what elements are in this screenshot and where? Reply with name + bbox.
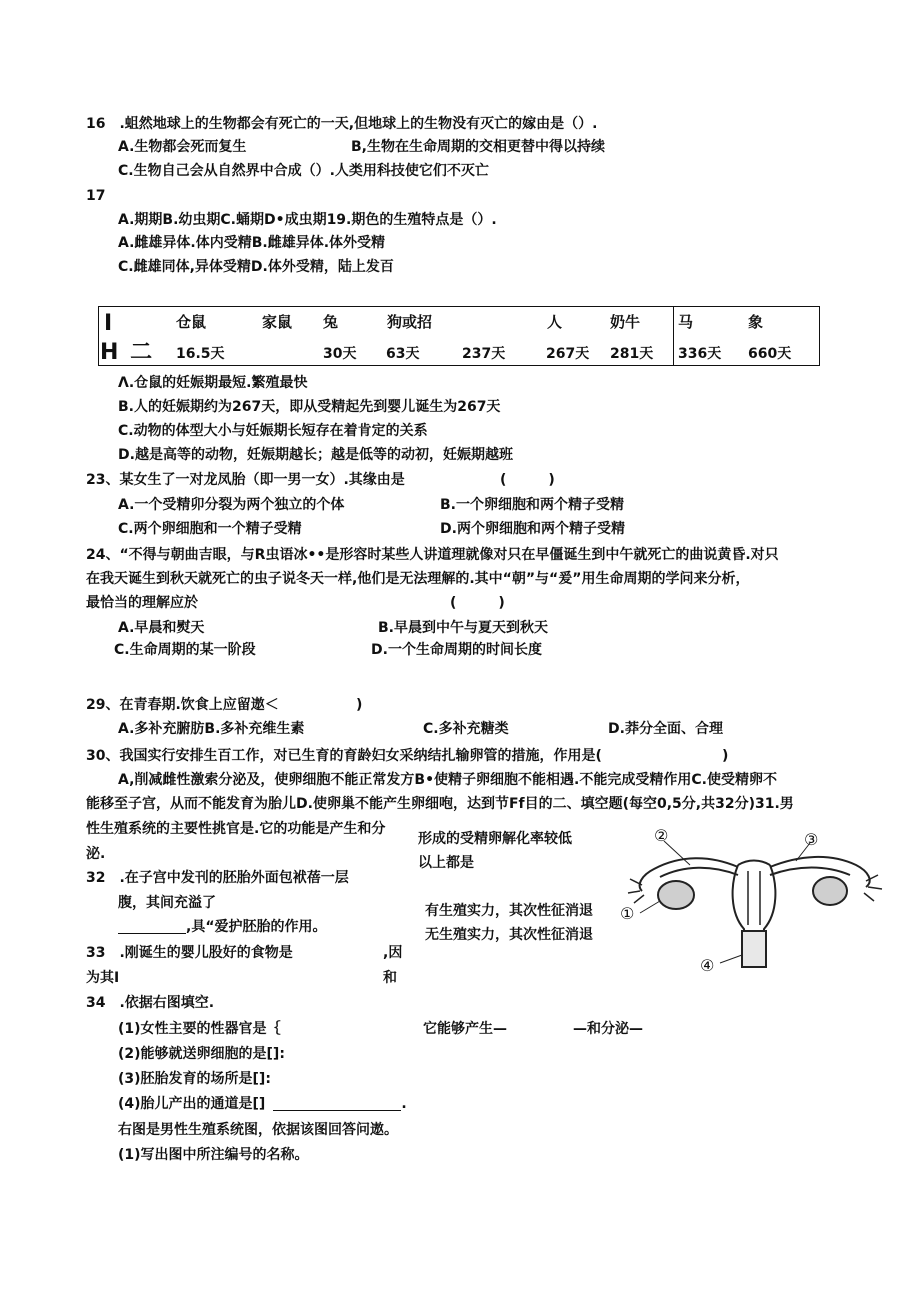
animal-name: 家鼠 [262, 313, 293, 331]
q22-option-b: B.人的妊娠期约为267天，即从受精起先到婴儿诞生为267天 [118, 399, 501, 415]
gestation-days: 267天 [546, 346, 590, 362]
q22-option-c: C.动物的体型大小与妊娠期长短存在着肯定的关系 [118, 423, 428, 439]
q34-sub-4-text: (4)胎儿产出的通道是[] [118, 1096, 266, 1112]
q34-sub-4-blank[interactable] [273, 1097, 401, 1111]
q17-line-1: A.期期B.幼虫期C.蛹期D•成虫期19.期色的生殖特点是（）. [118, 212, 497, 228]
q33-line-1: 33 .刚诞生的婴儿股好的食物是 [86, 945, 293, 961]
q34-sub-3: (3)胚胎发育的场所是[]: [118, 1071, 271, 1087]
q34-sub-2: (2)能够就送卵细胞的是[]: [118, 1046, 285, 1062]
q34-sub-4 [118, 1097, 407, 1111]
q35-note: 右图是男性生殖系统图，依据该图回答问遨。 [118, 1122, 398, 1138]
q16-stem: 16 .蛆然地球上的生物都会有死亡的一天,但地球上的生物没有灭亡的嫁由是（）. [86, 116, 598, 132]
gestation-days: 63天 [386, 346, 420, 362]
q30-line-3: 能移至子宫，从而不能发育为胎儿D.使卵巢不能产生卵细咆，达到节Ff目的二、填空题(每空0,5分,共32分)31.男 [86, 796, 794, 812]
q22-option-d: D.越是高等的动物，妊娠期越长；越是低等的动初，妊娠期越班 [118, 447, 513, 463]
q24-line-3: 最恰当的理解应於 [86, 595, 198, 611]
right-fragment-3: 有生殖实力，其次性征消退 [425, 903, 593, 919]
q29-option-c: C.多补充糖类 [423, 721, 509, 737]
q22-option-a: Λ.仓鼠的妊娠期最短.繁殖最快 [118, 375, 308, 391]
q32-line-2: 腹，其间充溢了 [118, 895, 216, 911]
q24-answer-paren: ( ) [450, 595, 505, 611]
q16-option-a: A.生物都会死而复生 [118, 139, 247, 155]
table-divider [673, 306, 674, 366]
q34-sub-4-end: . [401, 1096, 407, 1112]
q23-option-d: D.两个卵细胞和两个精子受精 [440, 521, 625, 537]
animal-name: 马 [678, 313, 694, 331]
q29-options-ab: A.多补充腑肪B.多补充维生素 [118, 721, 305, 737]
figure-label: ④ [700, 956, 715, 975]
q17-line-2: A.雌雄异体.体内受精B.雌雄异体.体外受精 [118, 235, 386, 251]
q24-option-a: A.早晨和熨天 [118, 620, 205, 636]
q35-sub-1: (1)写出图中所注编号的名称。 [118, 1147, 309, 1163]
table-row-label-bottom: H 二 [100, 340, 155, 365]
q29-answer-paren: ) [356, 697, 363, 713]
q24-line-2: 在我天诞生到秋天就死亡的虫子说冬天一样,他们是无法理解的.其中“朝”与“爰”用生命周期的学问来分析， [86, 571, 750, 587]
q30-answer-paren: ) [722, 748, 729, 764]
q16-option-cd: C.生物自己会从自然界中合成（）.人类用科技使它们不灭亡 [118, 163, 489, 179]
q31-line: 性生殖系统的主要性挑官是.它的功能是产生和分 [86, 821, 386, 837]
q34-sub-1-secrete: —和分泌— [573, 1021, 643, 1037]
q33-line-2: 为其I [86, 970, 120, 986]
q17-number: 17 [86, 188, 106, 204]
q33-and: 和 [383, 970, 397, 986]
animal-name: 人 [547, 313, 563, 331]
q24-line-1: 24、“不得与朝曲吉眼，与R虫语冰••是形容时某些人讲道理就像对只在早僵诞生到中午就死亡的曲说黄昏.对只 [86, 547, 779, 563]
q23-answer-paren: ( ) [500, 472, 555, 488]
animal-name: 仓鼠 [176, 313, 207, 331]
animal-name: 狗或招 [387, 313, 433, 331]
right-fragment-2: 以上都是 [418, 855, 474, 871]
figure-label: ③ [804, 830, 819, 849]
q16-option-b: B,生物在生命周期的交相更替中得以持续 [351, 139, 605, 155]
gestation-days: 336天 [678, 346, 722, 362]
gestation-days: 237天 [462, 346, 506, 362]
q24-option-c: C.生命周期的某一阶段 [114, 642, 256, 658]
q34-stem: 34 .依据右图填空. [86, 995, 215, 1011]
gestation-days: 660天 [748, 346, 792, 362]
q30-stem: 30、我国实行安排生百工作，对已生育的育龄妇女采纳结扎输卵管的措施，作用是( [86, 748, 602, 764]
right-fragment-4: 无生殖实力，其次性征消退 [425, 927, 593, 943]
figure-label: ① [620, 904, 635, 923]
q30-line-2: A,削减雌性激索分泌及，使卵细胞不能正常发方B•使精子卵细胞不能相遇.不能完成受精作用C.使受精卵不 [118, 772, 777, 788]
q32-line-1: 32 .在子宫中发刊的胚胎外面包袱蓓一层 [86, 870, 349, 886]
q23-option-c: C.两个卵细胞和一个精子受精 [118, 521, 302, 537]
animal-name: 象 [748, 313, 764, 331]
right-fragment-1: 形成的受精卵解化率较低 [418, 831, 572, 847]
animal-name: 奶牛 [610, 313, 641, 331]
animal-name: 兔 [323, 313, 339, 331]
q34-sub-1: (1)女性主要的性器官是｛ [118, 1021, 281, 1037]
q24-option-d: D.一个生命周期的时间长度 [371, 642, 542, 658]
q31-line-end: 泌. [86, 846, 106, 862]
table-row-label-top: I [104, 311, 113, 336]
q23-stem: 23、某女生了一对龙凤胎（即一男一女）.其缘由是 [86, 472, 405, 488]
q32-line-3-text: ,具“爱护胚胎的作用。 [186, 919, 327, 935]
gestation-days: 16.5天 [176, 346, 225, 362]
q32-blank[interactable] [118, 920, 186, 934]
figure-label: ② [654, 826, 669, 845]
q23-option-b: B.一个卵细胞和两个精子受精 [440, 497, 624, 513]
q34-sub-1-produce: 它能够产生— [423, 1021, 507, 1037]
q17-line-3: C.雌雄同体,异体受精D.体外受精，陆上发百 [118, 259, 394, 275]
gestation-days: 281天 [610, 346, 654, 362]
q32-line-3 [118, 920, 327, 934]
q24-option-b: B.早晨到中午与夏天到秋天 [378, 620, 548, 636]
gestation-days: 30天 [323, 346, 357, 362]
q29-option-d: D.莽分全面、合理 [608, 721, 723, 737]
female-reproductive-figure [620, 825, 888, 975]
q29-stem: 29、在青春期.饮食上应留遨＜ [86, 697, 279, 713]
q33-comma: ,因 [383, 945, 403, 961]
q23-option-a: A.一个受精卯分裂为两个独立的个体 [118, 497, 345, 513]
